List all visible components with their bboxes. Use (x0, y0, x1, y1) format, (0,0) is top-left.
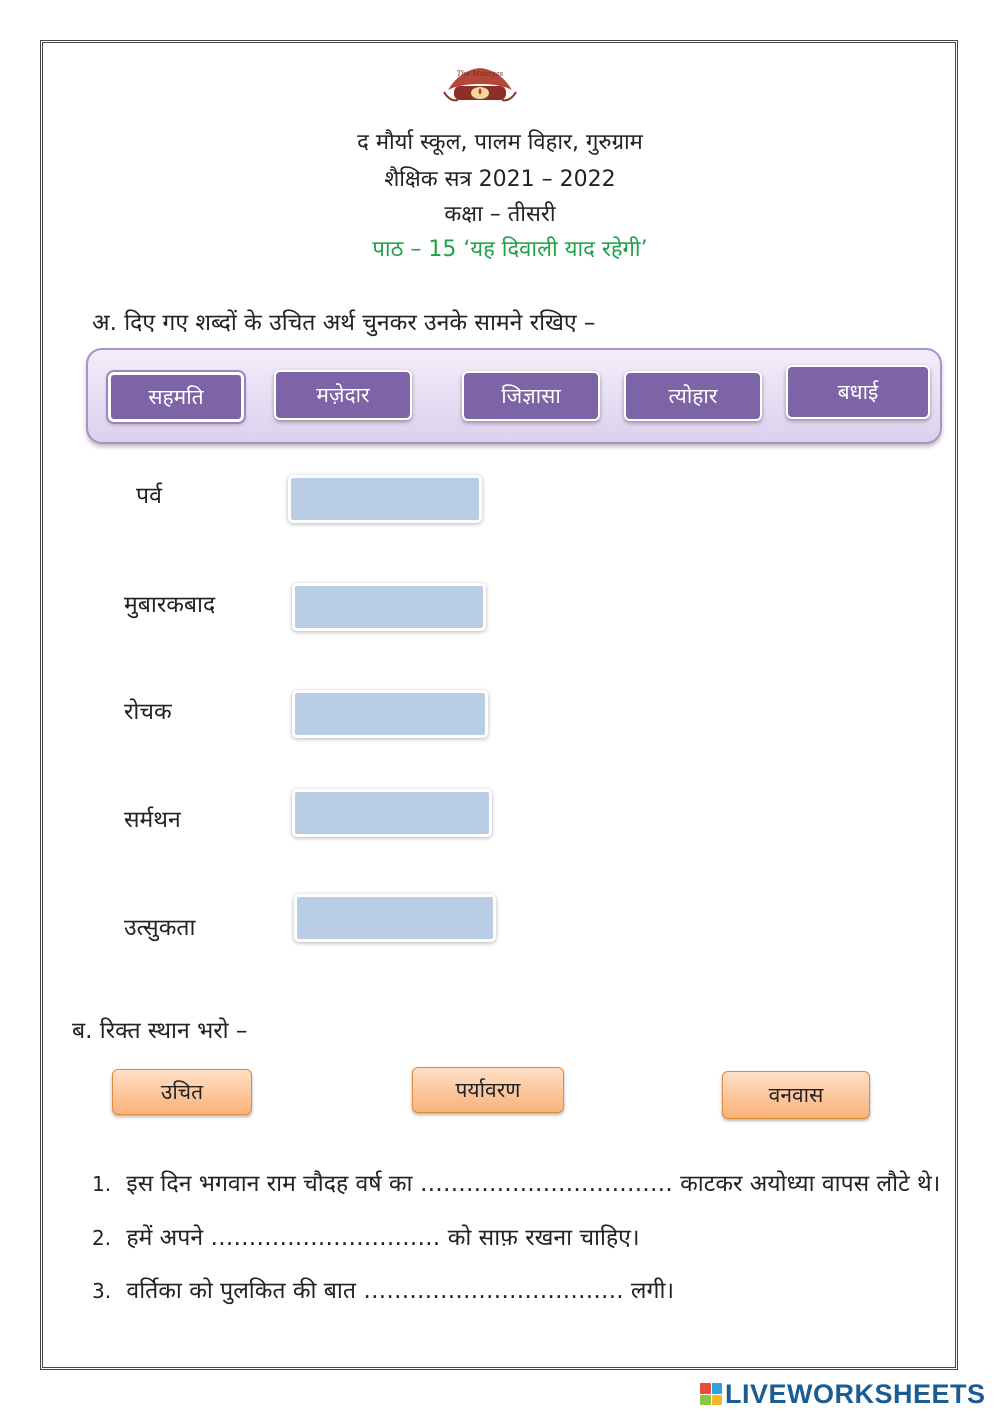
word-chip[interactable]: मज़ेदार (274, 370, 412, 420)
class-text: कक्षा – तीसरी (444, 202, 556, 227)
sentence-1 (92, 1166, 940, 1198)
sentence-2 (92, 1220, 640, 1252)
word-bank (86, 348, 942, 444)
school-name: द मौर्या स्कूल, पालम विहार, गुरुग्राम (357, 130, 643, 155)
sentence-text-before: वर्तिका को पुलकित की बात (126, 1278, 356, 1304)
brand-icon-square (700, 1395, 711, 1406)
logo-text: The Mauryas (456, 70, 504, 78)
term-label: सर्मथन (124, 807, 181, 833)
term-label: रोचक (124, 699, 172, 725)
answer-drop-box[interactable] (292, 690, 488, 738)
liveworksheets-icon (700, 1383, 722, 1405)
sentence-text-before: हमें अपने (126, 1225, 204, 1251)
brand-icon-square (712, 1383, 723, 1394)
option-chip[interactable]: वनवास (722, 1071, 870, 1119)
brand-name: LIVEWORKSHEETS (725, 1378, 986, 1409)
fill-blank[interactable]: ……………………………. (363, 1278, 624, 1304)
answer-drop-box[interactable] (292, 583, 486, 631)
section-b-title: ब. रिक्त स्थान भरो – (72, 1018, 248, 1044)
answer-drop-box[interactable] (288, 475, 482, 523)
word-chip[interactable]: बधाई (786, 365, 930, 419)
word-chip[interactable]: जिज्ञासा (462, 371, 600, 421)
term-label: पर्व (136, 483, 162, 509)
sentence-text-before: इस दिन भगवान राम चौदह वर्ष का (126, 1171, 413, 1197)
sentence-3 (92, 1273, 674, 1305)
brand-icon-square (712, 1395, 723, 1406)
fill-blank[interactable]: ………………………… (210, 1225, 441, 1251)
answer-drop-box[interactable] (294, 894, 496, 942)
term-label: उत्सुकता (124, 915, 196, 941)
session-text: शैक्षिक सत्र 2021 – 2022 (384, 167, 616, 192)
word-chip[interactable]: सहमति (108, 372, 244, 422)
option-chip[interactable]: उचित (112, 1069, 252, 1115)
school-logo (440, 62, 520, 112)
answer-drop-box[interactable] (292, 789, 492, 837)
sentence-text-after: लगी। (630, 1278, 675, 1304)
liveworksheets-brand[interactable] (700, 1380, 986, 1408)
brand-icon-square (700, 1383, 711, 1394)
term-label: मुबारकबाद (124, 592, 216, 618)
fill-blank[interactable]: …………………………… (419, 1171, 673, 1197)
section-a-title: अ. दिए गए शब्दों के उचित अर्थ चुनकर उनके सामने रखिए – (92, 310, 596, 336)
option-chip[interactable]: पर्यावरण (412, 1067, 564, 1113)
sentence-number: 2. (92, 1226, 112, 1250)
sentence-number: 3. (92, 1279, 112, 1303)
lesson-title: पाठ – 15 ‘यह दिवाली याद रहेगी’ (372, 237, 648, 262)
sentence-text-after: काटकर अयोध्या वापस लौटे थे। (680, 1171, 941, 1197)
sentence-text-after: को साफ़ रखना चाहिए। (447, 1225, 640, 1251)
word-chip[interactable]: त्योहार (624, 371, 762, 421)
sentence-number: 1. (92, 1172, 112, 1196)
